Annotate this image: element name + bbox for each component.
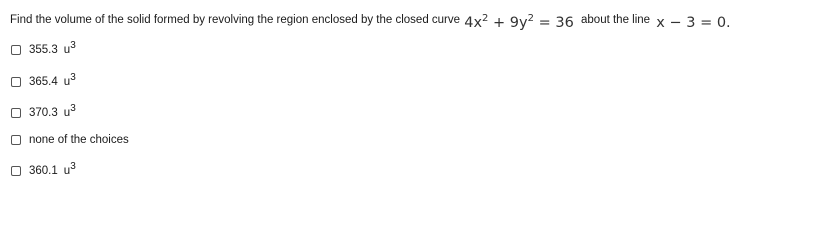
choice-label: none of the choices — [29, 134, 129, 146]
curve-term-x: 4x — [464, 15, 483, 31]
choice-unit: $u^3$ — [63, 40, 76, 56]
question-text — [10, 10, 820, 33]
axis-line-equation: x − 3 = 0. — [656, 15, 731, 31]
question-prompt-continued: about the line — [581, 14, 651, 26]
choice-label: 365.4 — [29, 76, 58, 88]
answer-choice[interactable] — [11, 72, 76, 92]
curve-equation — [464, 15, 574, 31]
checkbox-icon[interactable] — [11, 77, 21, 87]
question-prompt: Find the volume of the solid formed by revolving the region enclosed by the closed curve — [10, 14, 461, 26]
answer-choice[interactable] — [11, 161, 76, 181]
choice-label: 370.3 — [29, 107, 58, 119]
choice-label: 355.3 — [29, 44, 58, 56]
answer-choice[interactable] — [11, 40, 76, 60]
checkbox-icon[interactable] — [11, 135, 21, 145]
answer-choice[interactable] — [11, 103, 76, 123]
answer-choice[interactable] — [11, 130, 129, 150]
choice-unit: $u^3$ — [63, 72, 76, 88]
curve-exponent-x: 2 — [482, 13, 489, 24]
choice-unit: $u^3$ — [63, 161, 76, 177]
checkbox-icon[interactable] — [11, 45, 21, 55]
choice-unit: $u^3$ — [63, 103, 76, 119]
curve-rhs: = 36 — [533, 15, 574, 31]
curve-term-y: + 9y — [488, 15, 528, 31]
curve-exponent-y: 2 — [527, 13, 534, 24]
choice-label: 360.1 — [29, 165, 58, 177]
checkbox-icon[interactable] — [11, 108, 21, 118]
checkbox-icon[interactable] — [11, 166, 21, 176]
